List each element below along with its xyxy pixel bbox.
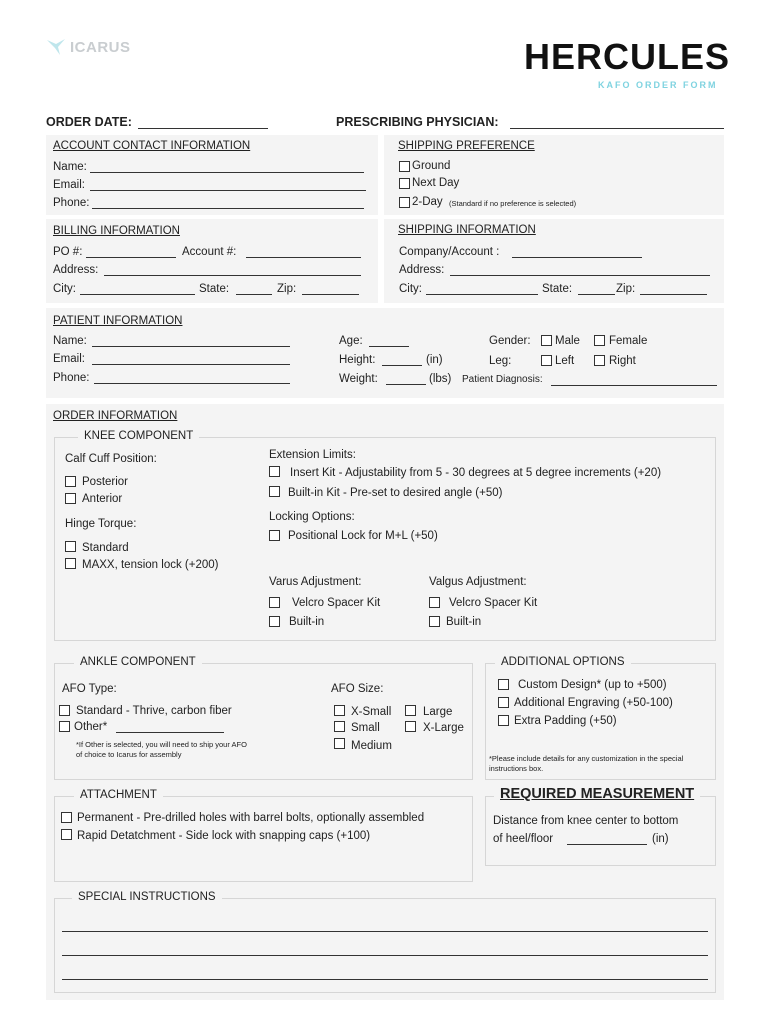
order-title: ORDER INFORMATION	[53, 410, 178, 422]
maxx-checkbox[interactable]	[65, 558, 76, 569]
shipping-zip-label: Zip:	[616, 283, 636, 295]
hercules-logo: HERCULES	[524, 36, 731, 77]
varus-velcro-checkbox[interactable]	[269, 597, 280, 608]
standard-thrive-label: Standard - Thrive, carbon fiber	[76, 705, 232, 717]
posterior-checkbox[interactable]	[65, 476, 76, 487]
diagnosis-label: Patient Diagnosis:	[462, 374, 543, 385]
afo-size-label: AFO Size:	[331, 683, 384, 695]
posterior-label: Posterior	[82, 476, 129, 488]
special-title: SPECIAL INSTRUCTIONS	[72, 891, 222, 903]
large-label: Large	[423, 706, 453, 718]
female-checkbox[interactable]	[594, 335, 605, 346]
varus-builtin-checkbox[interactable]	[269, 616, 280, 627]
valgus-builtin-label: Built-in	[446, 616, 482, 628]
engraving-checkbox[interactable]	[498, 697, 509, 708]
female-label: Female	[609, 335, 648, 347]
required-measurement-box	[485, 796, 716, 866]
ankle-title: ANKLE COMPONENT	[74, 656, 202, 668]
next-day-label: Next Day	[412, 177, 460, 189]
account-name-field[interactable]	[90, 172, 364, 173]
company-label: Company/Account :	[399, 246, 500, 258]
xsmall-checkbox[interactable]	[334, 705, 345, 716]
billing-zip-label: Zip:	[277, 283, 297, 295]
ground-checkbox[interactable]	[399, 161, 410, 172]
billing-state-label: State:	[199, 283, 230, 295]
xsmall-label: X-Small	[351, 706, 392, 718]
maxx-label: MAXX, tension lock (+200)	[82, 559, 219, 571]
special-line-2[interactable]	[62, 955, 708, 956]
account-phone-label: Phone:	[53, 197, 90, 209]
billing-city-label: City:	[53, 283, 76, 295]
account-email-field[interactable]	[90, 190, 366, 191]
padding-label: Extra Padding (+50)	[514, 715, 617, 727]
billing-zip-field[interactable]	[302, 294, 359, 295]
varus-builtin-label: Built-in	[289, 616, 325, 628]
form-subtitle: KAFO ORDER FORM	[598, 80, 718, 90]
xlarge-label: X-Large	[423, 722, 464, 734]
custom-design-checkbox[interactable]	[498, 679, 509, 690]
billing-address-label: Address:	[53, 264, 99, 276]
weight-label: Weight:	[339, 373, 378, 385]
leg-label: Leg:	[489, 355, 512, 367]
next-day-checkbox[interactable]	[399, 178, 410, 189]
height-field[interactable]	[382, 365, 422, 366]
additional-note-line1: *Please include details for any customization in the special	[489, 754, 684, 763]
patient-title: PATIENT INFORMATION	[53, 315, 183, 327]
prescribing-physician-field[interactable]	[510, 128, 724, 129]
icarus-bird-icon	[46, 38, 66, 56]
po-label: PO #:	[53, 246, 83, 258]
varus-label: Varus Adjustment:	[269, 576, 362, 588]
icarus-logo	[46, 38, 131, 56]
other-afo-field[interactable]	[116, 732, 224, 733]
po-field[interactable]	[86, 257, 176, 258]
special-line-3[interactable]	[62, 979, 708, 980]
billing-address-field[interactable]	[104, 275, 361, 276]
rapid-checkbox[interactable]	[61, 829, 72, 840]
weight-unit: (lbs)	[429, 373, 452, 385]
account-name-label: Name:	[53, 161, 87, 173]
knee-title: KNEE COMPONENT	[78, 430, 199, 442]
other-afo-checkbox[interactable]	[59, 721, 70, 732]
special-line-1[interactable]	[62, 931, 708, 932]
account-title: ACCOUNT CONTACT INFORMATION	[53, 140, 251, 152]
two-day-label: 2-Day	[412, 196, 443, 208]
positional-lock-label: Positional Lock for M+L (+50)	[288, 530, 438, 542]
medium-label: Medium	[351, 740, 392, 752]
shipping-zip-field[interactable]	[640, 294, 707, 295]
attachment-title: ATTACHMENT	[74, 789, 163, 801]
builtin-kit-label: Built-in Kit - Pre-set to desired angle (+50)	[288, 487, 503, 499]
permanent-checkbox[interactable]	[61, 812, 72, 823]
company-field[interactable]	[512, 257, 642, 258]
permanent-label: Permanent - Pre-drilled holes with barrel bolts, optionally assembled	[77, 812, 425, 824]
required-line1: Distance from knee center to bottom	[493, 815, 679, 827]
anterior-label: Anterior	[82, 493, 123, 505]
required-line2-prefix: of heel/floor	[493, 833, 554, 845]
male-label: Male	[555, 335, 580, 347]
account-number-label: Account #:	[182, 246, 237, 258]
shipping-address-field[interactable]	[450, 275, 710, 276]
prescribing-physician-label: PRESCRIBING PHYSICIAN:	[336, 115, 499, 129]
engraving-label: Additional Engraving (+50-100)	[514, 697, 673, 709]
ground-label: Ground	[412, 160, 451, 172]
male-checkbox[interactable]	[541, 335, 552, 346]
two-day-checkbox[interactable]	[399, 197, 410, 208]
left-leg-checkbox[interactable]	[541, 355, 552, 366]
rapid-label: Rapid Detatchment - Side lock with snapping caps (+100)	[77, 830, 371, 842]
patient-email-field[interactable]	[92, 364, 290, 365]
required-line2-unit: (in)	[652, 833, 669, 845]
account-phone-field[interactable]	[92, 208, 364, 209]
shipping-state-field[interactable]	[578, 294, 615, 295]
weight-field[interactable]	[386, 384, 426, 385]
gender-label: Gender:	[489, 335, 531, 347]
patient-name-field[interactable]	[92, 346, 290, 347]
icarus-logo-text: ICARUS	[70, 38, 131, 56]
anterior-checkbox[interactable]	[65, 493, 76, 504]
shipping-pref-title: SHIPPING PREFERENCE	[398, 140, 535, 152]
billing-title: BILLING INFORMATION	[53, 225, 180, 237]
shipping-address-label: Address:	[399, 264, 445, 276]
shipping-city-field[interactable]	[426, 294, 538, 295]
billing-state-field[interactable]	[236, 294, 272, 295]
small-checkbox[interactable]	[334, 721, 345, 732]
account-number-field[interactable]	[246, 257, 361, 258]
patient-phone-label: Phone:	[53, 372, 90, 384]
required-title: REQUIRED MEASUREMENT	[494, 786, 700, 802]
valgus-velcro-label: Velcro Spacer Kit	[449, 597, 538, 609]
age-label: Age:	[339, 335, 363, 347]
standard-torque-label: Standard	[82, 542, 129, 554]
shipping-info-title: SHIPPING INFORMATION	[398, 224, 536, 236]
small-label: Small	[351, 722, 380, 734]
right-leg-checkbox[interactable]	[594, 355, 605, 366]
large-checkbox[interactable]	[405, 705, 416, 716]
age-field[interactable]	[369, 346, 409, 347]
patient-name-label: Name:	[53, 335, 87, 347]
other-afo-label: Other*	[74, 721, 108, 733]
valgus-builtin-checkbox[interactable]	[429, 616, 440, 627]
order-date-label: ORDER DATE:	[46, 115, 132, 129]
standard-torque-checkbox[interactable]	[65, 541, 76, 552]
extension-limits-label: Extension Limits:	[269, 449, 356, 461]
billing-city-field[interactable]	[80, 294, 195, 295]
positional-lock-checkbox[interactable]	[269, 530, 280, 541]
height-unit: (in)	[426, 354, 443, 366]
shipping-state-label: State:	[542, 283, 573, 295]
valgus-label: Valgus Adjustment:	[429, 576, 527, 588]
xlarge-checkbox[interactable]	[405, 721, 416, 732]
additional-note-line2: instructions box.	[489, 764, 544, 773]
afo-type-label: AFO Type:	[62, 683, 117, 695]
insert-kit-checkbox[interactable]	[269, 466, 280, 477]
patient-phone-field[interactable]	[94, 383, 290, 384]
valgus-velcro-checkbox[interactable]	[429, 597, 440, 608]
additional-title: ADDITIONAL OPTIONS	[495, 656, 631, 668]
two-day-note: (Standard if no preference is selected)	[449, 199, 577, 208]
ankle-note-line1: *If Other is selected, you will need to ship your AFO	[76, 740, 247, 749]
left-leg-label: Left	[555, 355, 575, 367]
account-email-label: Email:	[53, 179, 85, 191]
height-label: Height:	[339, 354, 376, 366]
patient-email-label: Email:	[53, 353, 85, 365]
right-leg-label: Right	[609, 355, 636, 367]
diagnosis-field[interactable]	[551, 385, 717, 386]
varus-velcro-label: Velcro Spacer Kit	[292, 597, 381, 609]
standard-thrive-checkbox[interactable]	[59, 705, 70, 716]
ankle-note-line2: of choice to Icarus for assembly	[76, 750, 182, 759]
padding-checkbox[interactable]	[498, 715, 509, 726]
builtin-kit-checkbox[interactable]	[269, 486, 280, 497]
calf-cuff-label: Calf Cuff Position:	[65, 453, 157, 465]
order-date-field[interactable]	[138, 128, 268, 129]
measurement-field[interactable]	[567, 844, 647, 845]
shipping-city-label: City:	[399, 283, 422, 295]
medium-checkbox[interactable]	[334, 738, 345, 749]
hinge-torque-label: Hinge Torque:	[65, 518, 137, 530]
insert-kit-label: Insert Kit - Adjustability from 5 - 30 degrees at 5 degree increments (+20)	[290, 467, 662, 479]
locking-options-label: Locking Options:	[269, 511, 355, 523]
custom-design-label: Custom Design* (up to +500)	[518, 679, 667, 691]
